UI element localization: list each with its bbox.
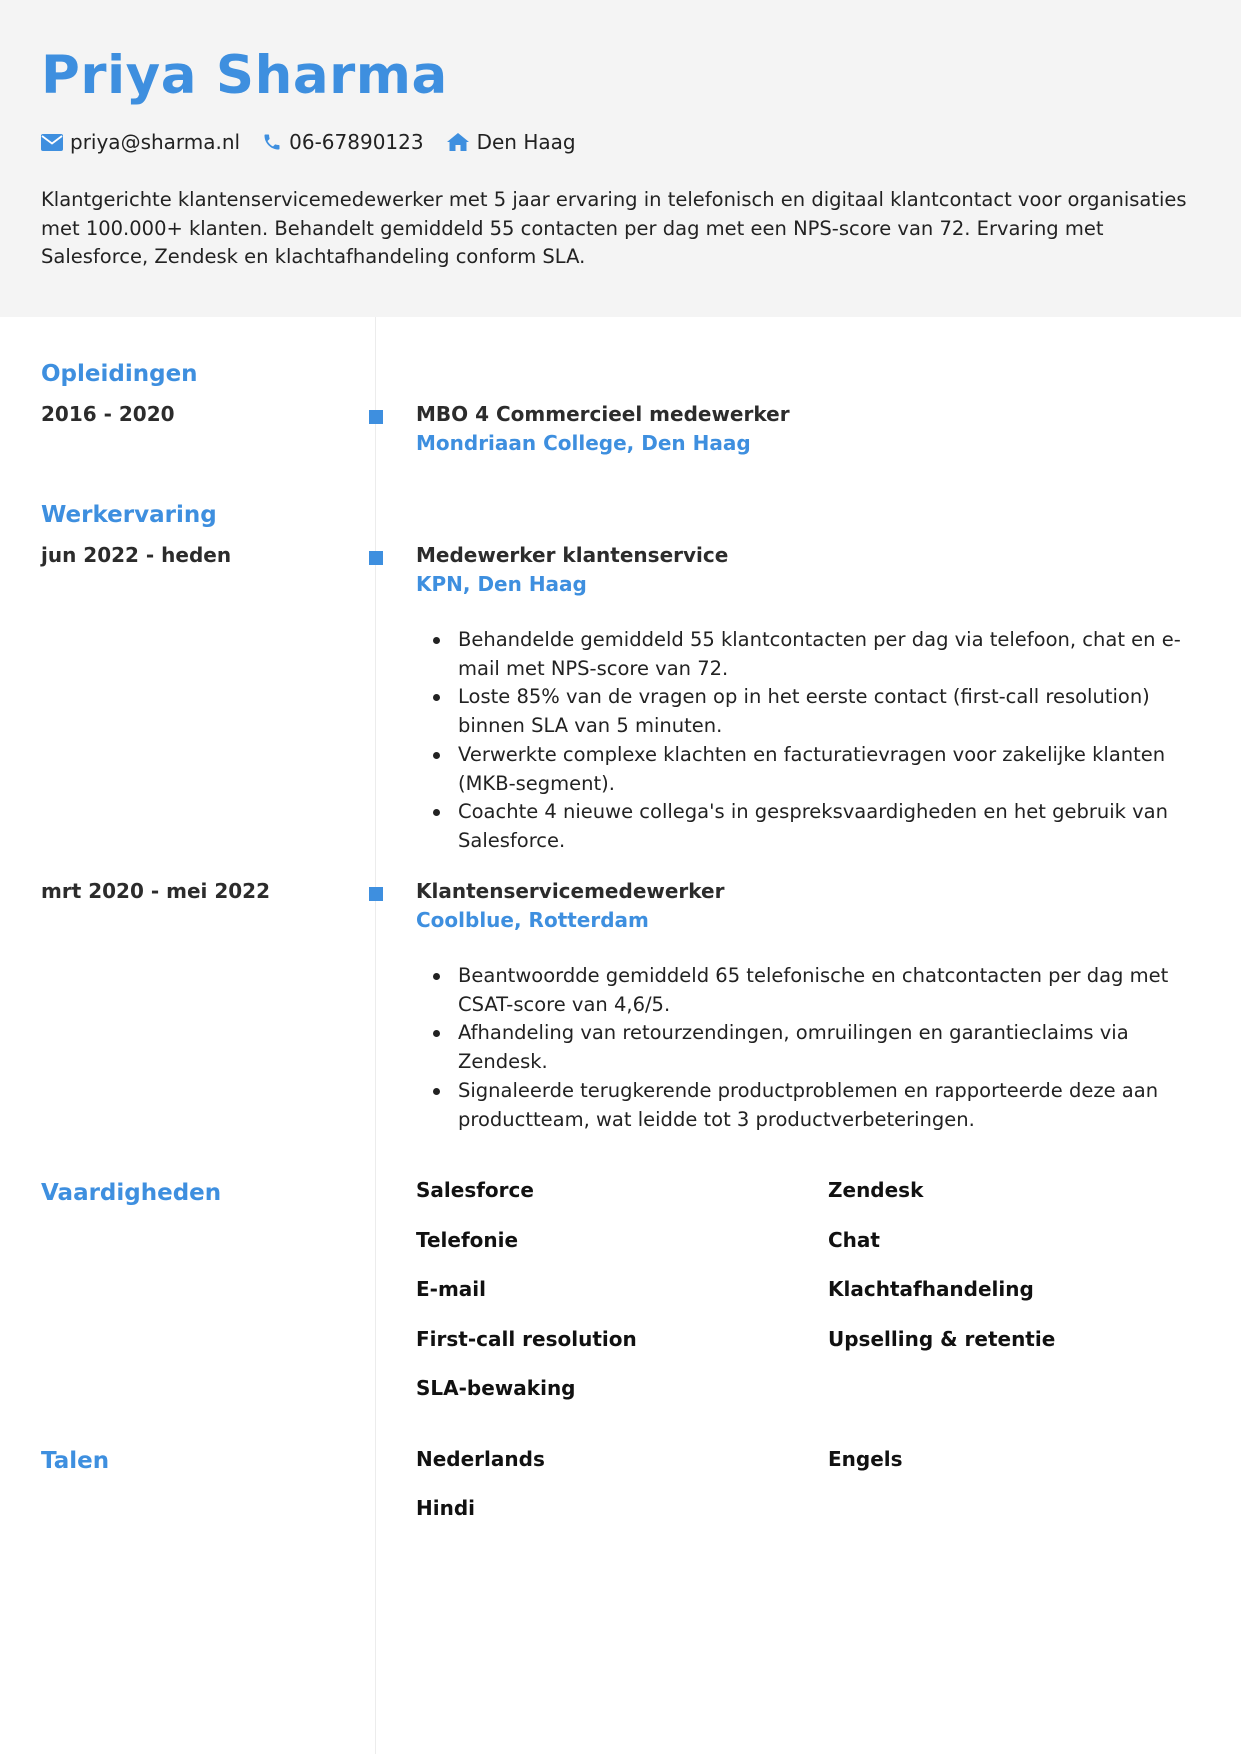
skill-item: First-call resolution: [416, 1327, 637, 1351]
job-period: jun 2022 - heden: [41, 543, 232, 567]
candidate-name: Priya Sharma: [41, 45, 448, 106]
education-period: 2016 - 2020: [41, 402, 175, 426]
location-text: Den Haag: [476, 130, 576, 154]
phone-icon: [262, 132, 282, 152]
skill-item: Chat: [828, 1228, 880, 1252]
job-title: Medewerker klantenservice: [416, 543, 729, 567]
achievement-item: Afhandeling van retourzendingen, omruilingen en garantieclaims via Zendesk.: [416, 1019, 1206, 1076]
job-achievements: [416, 626, 1206, 856]
timeline-divider: [375, 317, 376, 1754]
achievement-item: Verwerkte complexe klachten en facturatievragen voor zakelijke klanten (MKB-segment).: [416, 741, 1206, 798]
timeline-marker: [369, 551, 383, 565]
job-title: Klantenservicemedewerker: [416, 879, 725, 903]
phone-text: 06-67890123: [289, 130, 424, 154]
job-achievements: [416, 962, 1206, 1134]
skill-item: E-mail: [416, 1277, 487, 1301]
envelope-icon: [41, 134, 63, 151]
achievement-item: Loste 85% van de vragen op in het eerste contact (first-call resolution) binnen SLA van 5 minuten.: [416, 683, 1206, 740]
job-employer: KPN, Den Haag: [416, 572, 587, 596]
skill-item: Upselling & retentie: [828, 1327, 1056, 1351]
email-contact[interactable]: [41, 130, 240, 154]
section-title-education: Opleidingen: [41, 361, 198, 387]
achievement-item: Beantwoordde gemiddeld 65 telefonische en chatcontacten per dag met CSAT-score van 4,6/5.: [416, 962, 1206, 1019]
home-icon: [446, 132, 470, 152]
profile-summary: Klantgerichte klantenservicemedewerker met 5 jaar ervaring in telefonisch en digitaal klantcontact voor organisaties met 100.000+ klanten. Behandelt gemiddeld 55 contacten per dag met een NPS-score van 72. Ervaring met Salesforce, Zendesk en klachtafhandeling conform SLA.: [41, 188, 1187, 268]
achievement-item: Signaleerde terugkerende productproblemen en rapporteerde deze aan productteam, wat leidde tot 3 productverbeteringen.: [416, 1077, 1206, 1134]
skill-item: Klachtafhandeling: [828, 1277, 1034, 1301]
skill-item: Zendesk: [828, 1178, 924, 1202]
email-text: priya@sharma.nl: [70, 130, 241, 154]
job-employer: Coolblue, Rotterdam: [416, 908, 649, 932]
skill-item: SLA-bewaking: [416, 1376, 576, 1400]
timeline-marker: [369, 410, 383, 424]
timeline-marker: [369, 887, 383, 901]
section-title-languages: Talen: [41, 1448, 110, 1474]
phone-contact[interactable]: [262, 130, 423, 154]
language-item: Engels: [828, 1447, 903, 1471]
skill-item: Telefonie: [416, 1228, 519, 1252]
section-title-experience: Werkervaring: [41, 502, 217, 528]
job-entry: [416, 541, 1206, 856]
contact-info: [41, 128, 598, 156]
header: [0, 0, 1241, 317]
section-title-skills: Vaardigheden: [41, 1180, 222, 1206]
education-title: MBO 4 Commercieel medewerker: [416, 402, 790, 426]
education-school: Mondriaan College, Den Haag: [416, 431, 751, 455]
achievement-item: Coachte 4 nieuwe collega's in gespreksvaardigheden en het gebruik van Salesforce.: [416, 798, 1206, 855]
skill-item: Salesforce: [416, 1178, 534, 1202]
language-item: Hindi: [416, 1496, 476, 1520]
location-contact: [446, 130, 576, 154]
language-item: Nederlands: [416, 1447, 545, 1471]
job-period: mrt 2020 - mei 2022: [41, 879, 271, 903]
education-entry: [416, 400, 1206, 458]
achievement-item: Behandelde gemiddeld 55 klantcontacten per dag via telefoon, chat en e-mail met NPS-score van 72.: [416, 626, 1206, 683]
job-entry: [416, 877, 1206, 1134]
